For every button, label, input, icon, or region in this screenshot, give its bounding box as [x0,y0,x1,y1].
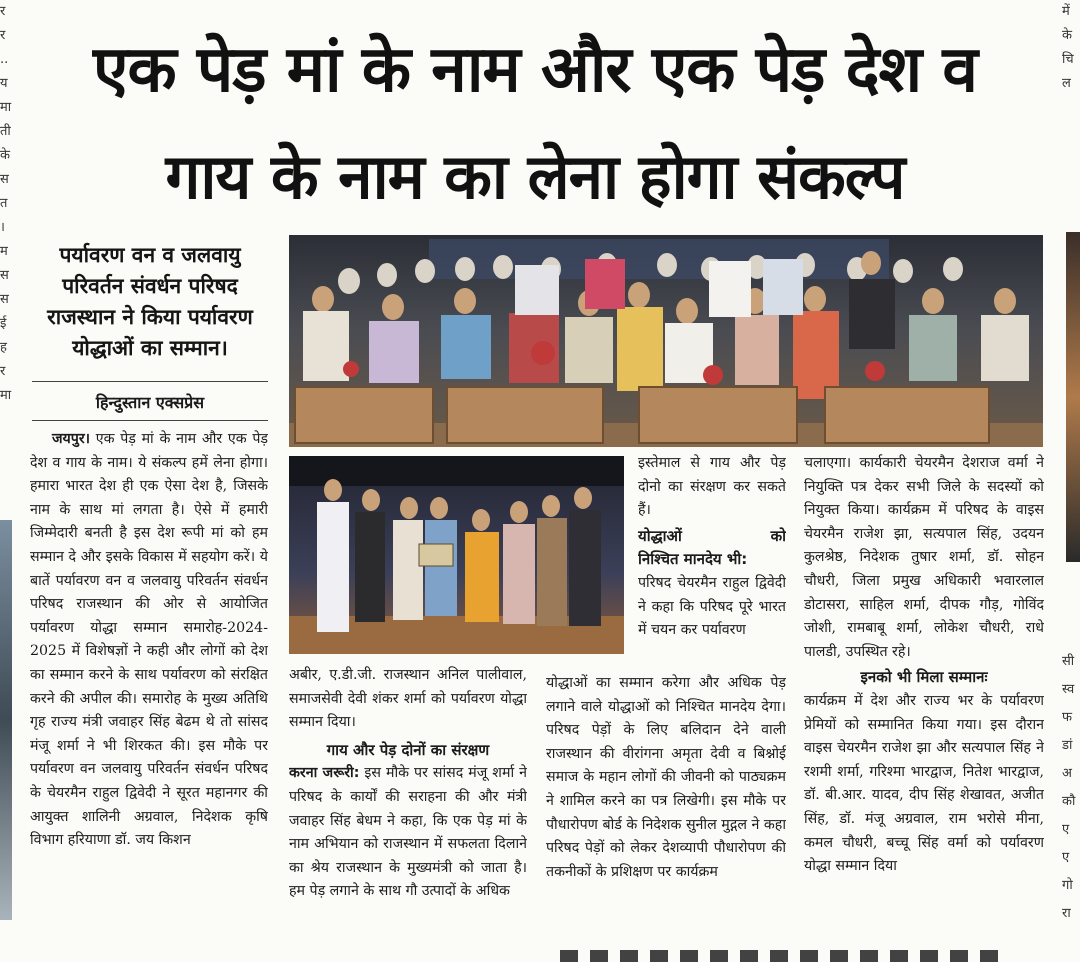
subhead-warriors: योद्धाओं को [638,526,786,545]
divider [32,420,268,421]
headline-line-1: एक पेड़ मां के नाम और एक पेड़ देश व [93,33,977,107]
secondary-photo [289,456,624,654]
award-presentation-photo [289,456,624,654]
article-column-2: अबीर, ए.डी.जी. राजस्थान अनिल पालीवाल, समाजसेवी देवी शंकर शर्मा को पर्यावरण योद्धा सम्मान दिया। गाय और पेड़ दोनों का संरक्षण करना जरूरी: इस मौके पर सांसद मंजू शर्मा ने परिषद के कार्यों की सराहना की और मंत्री जवाहर सिंह बेधम ने कहा, कि एक पेड़ मां के नाम अभियान को राजस्थान में सफलता दिलाने का श्रेय राजस्थान के मुख्यमंत्री को जाता है। हम पेड़ लगाने के साथ गौ उत्पादों के अधिक [289,667,527,900]
subhead-cow-tree: गाय और पेड़ दोनों का संरक्षण [326,740,490,759]
right-edge-column-bottom: सी स्व फ डां अ कौ ए ए गो रा [1062,654,1076,921]
left-edge-photo [0,520,12,920]
article-column-4: चलाएगा। कार्यकारी चेयरमैन देशराज वर्मा ने नियुक्ति पत्र देकर सभी जिले के सदस्यों को नियुक्त किया। कार्यक्रम में परिषद के वाइस चेयरमैन राजेश झा, सत्यपाल सिंह, उदयन कुलश्रेष्ठ, निदेशक तुषार शर्मा, डॉ. सोहन चौधरी, जिला प्रमुख अधिकारी भवारलाल डोटासरा, साहिल शर्मा, दीपक गौड़, गोविंद जोशी, रामबाबू शर्मा, लोकेश चौधरी, राधे पालडी, उपस्थित रहे। इनको भी मिला सम्मानः कार्यक्रम में देश और राज्य भर के पर्यावरण प्रेमियों को सम्मानित किया गया। इस दौरान वाइस चेयरमैन राजेश झा और सत्यपाल सिंह ने रशमी शर्मा, गरिश्मा भारद्वाज, नितेश भारद्वाज, डॉ. बी.आर. यादव, दीप सिंह शेखावत, अजीत सिंह, डॉ. मंजू अग्रवाल, राम भरोसे मीना, कमल चौधरी, बच्चू सिंह वर्मा को पर्यावरण योद्धा सम्मान दिया [804,455,1044,875]
left-edge-column: र र .. य मा ती के स त । म स स ई ह र मा [0,4,12,403]
subhead-cow-tree-cont: करना जरूरी: [289,765,360,782]
headline-line-2: गाय के नाम का लेना होगा संकल्प [165,140,905,213]
byline: हिन्दुस्तान एक्सप्रेस [95,393,205,412]
right-edge-photo [1066,232,1080,562]
dateline: जयपुर। [52,431,90,447]
main-photo [289,235,1043,447]
award-ceremony-group-photo [289,235,1043,447]
divider [32,381,268,382]
subhead-also-honored: इनको भी मिला सम्मानः [860,668,988,687]
next-article-headline-fragment [560,950,1000,962]
article-column-3-bottom: योद्धाओं का सम्मान करेगा और अधिक पेड़ लगाने वाले योद्धाओं को निश्चित मानदेय देगा। परिषद पेड़ों के लिए बलिदान देने वाली राजस्थान की वीरांगना अमृता देवी व बिश्नोई समाज के महान लोगों की जीवनी को पाठ्यक्रम ने शामिल करने का पत्र लिखेगी। इस मौके पर पौधारोपण बोर्ड के निदेशक सुनील मुद्गल ने कहा परिषद पेड़ों को लेकर देशव्यापी पौधारोपण की तकनीकों के प्रशिक्षण पर कार्यक्रम [546,675,786,880]
article-column-3-top: इस्तेमाल से गाय और पेड़ दोनो का संरक्षण कर सकते हैं। योद्धाओं को निश्चित मानदेय भी: परिषद चेयरमैन राहुल द्विवेदी ने कहा कि परिषद पूरे भारत में चयन कर पर्यावरण [638,455,786,639]
right-edge-column-top: में के चि ल [1062,4,1074,91]
article-column-1: जयपुर। एक पेड़ मां के नाम और एक पेड़ देश व गाय के नाम। ये संकल्प हमें लेना होगा। हमारा भारत देश ही एक ऐसा देश है, जिसके नाम के साथ मां लगता है। ऐसे में हमारी जिम्मेदारी बनती है इस देश रूपी मां को हम सम्मान दे और इसके विकास में सहयोग करें। ये बातें पर्यावरण वन व जलवायु परिवर्तन संवर्धन परिषद राजस्थान की ओर से आयोजित पर्यावरण योद्धा सम्मान समारोह-2024-2025 में विशेषज्ञों ने कही और लोगों को देश का सम्मान करने के साथ पर्यावरण को संरक्षित करने की अपील की। समारोह के मुख्य अतिथि गृह राज्य मंत्री जवाहर सिंह बेढम थे तो सांसद मंजू शर्मा ने भी शिरकत की। इस मौके पर पर्यावरण वन जलवायु परिवर्तन संवर्धन परिषद के चेयरमैन राहुल द्विवेदी ने सूरत महानगर की आयुक्त शालिनी अग्रवाल, निदेशक कृषि विभाग हरियाणा डॉ. जय किशन [30,431,268,849]
deck-summary: पर्यावरण वन व जलवायु परिवर्तन संवर्धन परिषद राजस्थान ने किया पर्यावरण योद्धाओं का सम्मान। [47,243,253,360]
